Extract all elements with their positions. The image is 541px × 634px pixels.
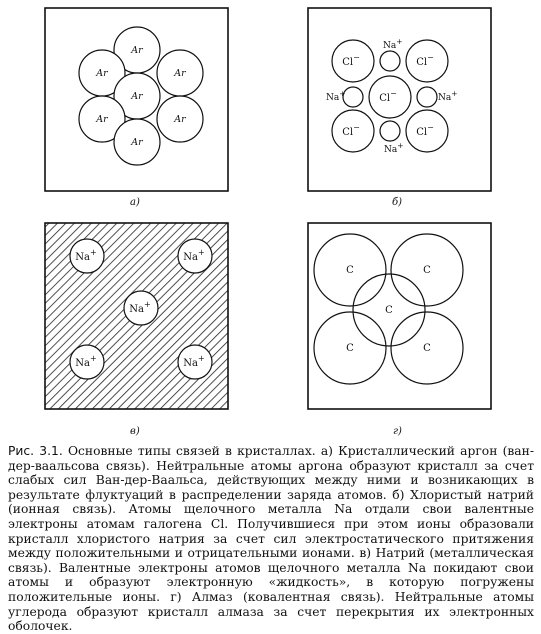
panel-c-subcaption: в) xyxy=(130,426,140,437)
chloride-ion-label: Cl− xyxy=(379,89,397,104)
figure-caption-text: Основные типы связей в кристаллах. а) Кристаллический аргон (ван-дер-ваальсова связь). Нейтральные атомы аргона образуют кристалл за счет слабых сил Ван-дер-Ваальса, действующих между ними и возникающих в результате флуктуаций в распределении заряда атомов. б) Хлористый натрий (ионная связь). Атомы щелочного металла Na отдали свои валентные электроны атомам галогена Cl. Получившиеся при этом ионы образовали кристалл хлористого натрия за счет сил электростатического притяжения между положительными и отрицательными ионами. в) Натрий (металлическая связь). Валентные электроны атомов щелочного металла Na покидают свои атомы и образуют электронную «жидкость», в которую погружены положительные ионы. г) Алмаз (ковалентная связь). Нейтральные атомы углерода образуют кристалл алмаза за счет перекрытия их электронных оболочек. xyxy=(8,444,534,634)
sodium-ion-label: Na+ xyxy=(384,141,404,155)
sodium-positive-ion-label: Na+ xyxy=(183,354,205,369)
sodium-ion xyxy=(380,121,400,141)
argon-atom-label: Ar xyxy=(96,68,108,79)
sodium-ion-label: Na+ xyxy=(438,89,458,103)
argon-atom-label: Ar xyxy=(131,137,143,148)
sodium-ion-label: Na+ xyxy=(383,37,403,51)
sodium-ion xyxy=(417,87,437,107)
carbon-atom-label: C xyxy=(385,305,393,316)
panel-d-subcaption: г) xyxy=(393,426,402,437)
argon-atom-label: Ar xyxy=(131,91,143,102)
argon-atom-label: Ar xyxy=(174,68,186,79)
argon-atom-label: Ar xyxy=(174,114,186,125)
sodium-positive-ion-label: Na+ xyxy=(129,300,151,315)
panel-c-sodium-metal xyxy=(45,223,228,437)
sodium-positive-ion-label: Na+ xyxy=(183,248,205,263)
argon-atom-label: Ar xyxy=(131,45,143,56)
panel-b-subcaption: б) xyxy=(392,197,403,208)
sodium-ion xyxy=(343,87,363,107)
argon-atom-label: Ar xyxy=(96,114,108,125)
sodium-ion xyxy=(380,51,400,71)
chloride-ion-label: Cl− xyxy=(342,123,360,138)
chloride-ion-label: Cl− xyxy=(416,53,434,68)
panel-b-nacl xyxy=(308,8,491,208)
chloride-ion-label: Cl− xyxy=(342,53,360,68)
sodium-positive-ion-label: Na+ xyxy=(75,354,97,369)
figure-caption xyxy=(8,444,534,634)
sodium-ion-label: Na+ xyxy=(326,89,346,103)
panel-d-diamond xyxy=(308,223,491,437)
carbon-atom-label: C xyxy=(423,343,431,354)
carbon-atom-label: C xyxy=(346,343,354,354)
carbon-atom-label: C xyxy=(423,265,431,276)
panel-a-argon xyxy=(45,8,228,208)
carbon-atom-label: C xyxy=(346,265,354,276)
chloride-ion-label: Cl− xyxy=(416,123,434,138)
panel-a-subcaption: а) xyxy=(130,197,140,208)
figure-number: Рис. 3.1. xyxy=(8,444,63,458)
sodium-positive-ion-label: Na+ xyxy=(75,248,97,263)
